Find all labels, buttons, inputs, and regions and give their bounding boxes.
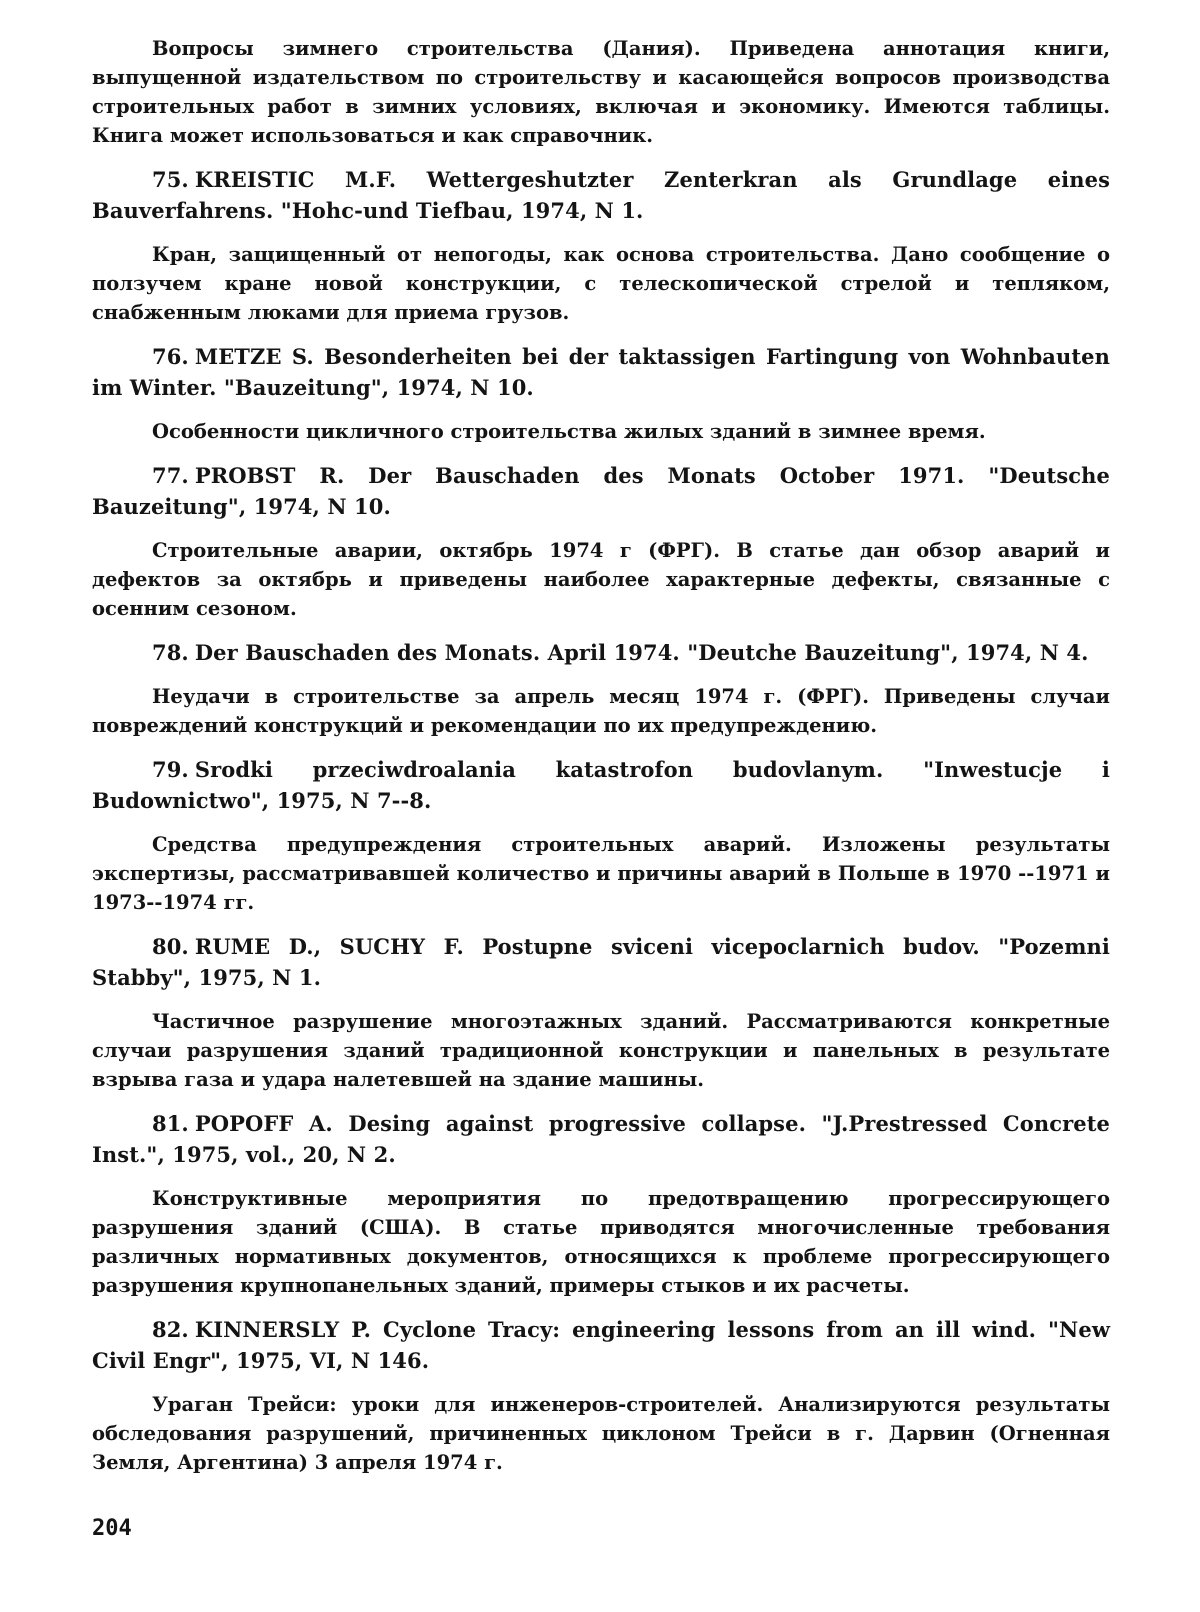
intro-annotation: Вопросы зимнего строительства (Дания). Приведена аннотация книги, выпущенной издательством по строительству и касающейся вопросов производства строительных работ в зимних условиях, включая и экономику. Имеются таблицы. Книга может использоваться и как справочник. bbox=[92, 37, 1110, 147]
entry-annotation: Неудачи в строительстве за апрель месяц 1974 г. (ФРГ). Приведены случаи повреждений конструкций и рекомендации по их предупреждению. bbox=[92, 685, 1110, 737]
citation-text: METZE S. Besonderheiten bei der taktassigen Fartingung von Wohnbauten im Winter. "Bauzeitung", 1974, N 10. bbox=[92, 344, 1110, 400]
entry-82 bbox=[92, 1314, 1110, 1477]
citation-text: Der Bauschaden des Monats. April 1974. "Deutche Bauzeitung", 1974, N 4. bbox=[194, 640, 1089, 665]
entry-citation bbox=[92, 164, 1110, 226]
page-number: 204 bbox=[92, 1516, 132, 1541]
entry-annotation: Строительные аварии, октябрь 1974 г (ФРГ). В статье дан обзор аварий и дефектов за октябрь и приведены наиболее характерные дефекты, связанные с осенним сезоном. bbox=[92, 539, 1110, 620]
entry-number: 82. bbox=[152, 1317, 189, 1342]
entry-number: 81. bbox=[152, 1111, 189, 1136]
entry-annotation: Кран, защищенный от непогоды, как основа строительства. Дано сообщение о ползучем кране новой конструкции, с телескопической стрелой и тепляком, снабженным люками для приема грузов. bbox=[92, 243, 1110, 324]
entry-citation bbox=[92, 1314, 1110, 1376]
entry-80 bbox=[92, 931, 1110, 1094]
entry-annotation: Ураган Трейси: уроки для инженеров-строителей. Анализируются результаты обследования разрушений, причиненных циклоном Трейси в г. Дарвин (Огненная Земля, Аргентина) 3 апреля 1974 г. bbox=[92, 1393, 1110, 1474]
entry-citation bbox=[92, 460, 1110, 522]
entry-citation bbox=[92, 637, 1110, 668]
citation-text: POPOFF A. Desing against progressive collapse. "J.Prestressed Concrete Inst.", 1975, vol., 20, N 2. bbox=[92, 1111, 1110, 1167]
entry-number: 77. bbox=[152, 463, 189, 488]
citation-text: KREISTIC M.F. Wettergeshutzter Zenterkran als Grundlage eines Bauverfahrens. "Hohc-und Tiefbau, 1974, N 1. bbox=[92, 167, 1110, 223]
entry-76 bbox=[92, 341, 1110, 446]
entry-citation bbox=[92, 341, 1110, 403]
entry-citation bbox=[92, 931, 1110, 993]
entry-78 bbox=[92, 637, 1110, 740]
entry-75 bbox=[92, 164, 1110, 327]
citation-text: Srodki przeciwdroalania katastrofon budovlanym. "Inwestucje i Budownictwo", 1975, N 7--8. bbox=[92, 757, 1110, 813]
entry-number: 78. bbox=[152, 640, 189, 665]
entry-annotation: Конструктивные мероприятия по предотвращению прогрессирующего разрушения зданий (США). В статье приводятся многочисленные требования различных нормативных документов, относящихся к проблеме прогрессирующего разрушения крупнопанельных зданий, примеры стыков и их расчеты. bbox=[92, 1187, 1110, 1297]
entry-number: 79. bbox=[152, 757, 189, 782]
entry-77 bbox=[92, 460, 1110, 623]
entry-number: 80. bbox=[152, 934, 189, 959]
entry-citation bbox=[92, 1108, 1110, 1170]
entry-81 bbox=[92, 1108, 1110, 1300]
entry-annotation: Средства предупреждения строительных аварий. Изложены результаты экспертизы, рассматривавшей количество и причины аварий в Польше в 1970 --1971 и 1973--1974 гг. bbox=[92, 833, 1110, 914]
entry-annotation: Частичное разрушение многоэтажных зданий. Рассматриваются конкретные случаи разрушения зданий традиционной конструкции и панельных в результате взрыва газа и удара налетевшей на здание машины. bbox=[92, 1010, 1110, 1091]
entry-number: 75. bbox=[152, 167, 189, 192]
entry-annotation: Особенности цикличного строительства жилых зданий в зимнее время. bbox=[152, 420, 986, 443]
citation-text: KINNERSLY P. Cyclone Tracy: engineering lessons from an ill wind. "New Civil Engr", 1975, VI, N 146. bbox=[92, 1317, 1110, 1373]
entry-79 bbox=[92, 754, 1110, 917]
citation-text: PROBST R. Der Bauschaden des Monats October 1971. "Deutsche Bauzeitung", 1974, N 10. bbox=[92, 463, 1110, 519]
citation-text: RUME D., SUCHY F. Postupne sviceni vicepoclarnich budov. "Pozemni Stabby", 1975, N 1. bbox=[92, 934, 1110, 990]
entry-number: 76. bbox=[152, 344, 189, 369]
entry-citation bbox=[92, 754, 1110, 816]
